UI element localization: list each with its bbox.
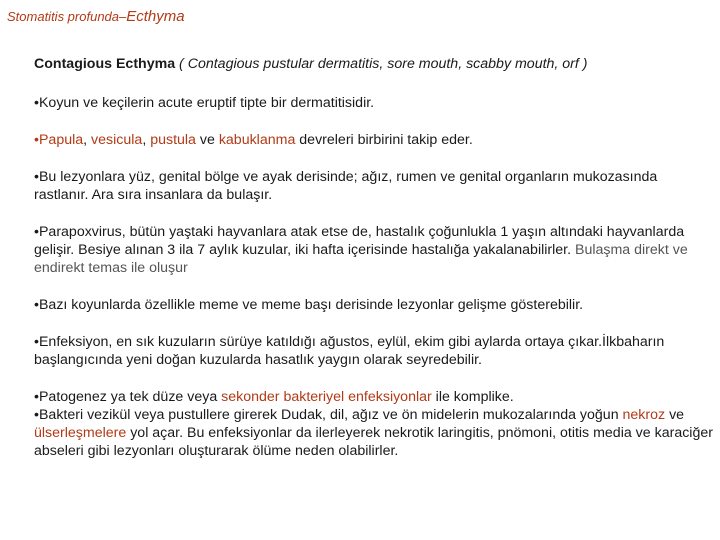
bullet-7-pre: •Patogenez ya tek düze veya xyxy=(34,389,222,405)
bullet-7-sub xyxy=(34,406,714,460)
slide-title-part2: Ecthyma xyxy=(126,8,185,25)
bullet-4 xyxy=(34,223,714,277)
bullet-7 xyxy=(34,388,714,406)
slide-title xyxy=(7,8,185,25)
term-vesicula: vesicula xyxy=(91,132,143,148)
bullet-4-main: •Parapoxvirus, bütün yaştaki hayvanlara atak etse de, hastalık çoğunlukla 1 yaşın altındaki hayvanlarda gelişir. Besiye alınan 3 ila 7 aylık kuzular, iki hafta içerisinde hastalığa yakalanabilirler. xyxy=(34,224,685,258)
term-nekroz: nekroz xyxy=(622,407,666,423)
bullet-5: •Bazı koyunlarda özellikle meme ve meme başı derisinde lezyonlar gelişme gösterebilir. xyxy=(34,297,584,313)
bullet-2 xyxy=(34,131,714,149)
slide-content xyxy=(34,55,714,460)
heading-bold: Contagious Ecthyma xyxy=(34,56,176,72)
bullet-4-tail: Bulaşma direkt ve endirekt temas ile oluşur xyxy=(34,242,688,276)
bullet-1: •Koyun ve keçilerin acute eruptif tipte bir dermatitisidir. xyxy=(34,95,375,111)
sep: , xyxy=(83,132,92,148)
bullet-6: •Enfeksiyon, en sık kuzuların sürüye katıldığı ağustos, eylül, ekim gibi aylarda ortaya çıkar.İlkbaharın başlangıcında yeni doğan kuzularda hasatlık yaygın olarak seyredebilir. xyxy=(34,334,665,368)
bullet-2-rest: devreleri birbirini takip eder. xyxy=(295,132,473,148)
term-kabuklanma: kabuklanma xyxy=(218,132,296,148)
bullet-7-sub-b: yol açar. Bu enfeksiyonlar da ilerleyerek nekrotik laringitis, pnömoni, otitis media ve karaciğer abseleri gibi lezyonları oluşturarak ölüme neden olabilirler. xyxy=(34,425,713,459)
term-secondary-infection: sekonder bakteriyel enfeksiyonlar xyxy=(221,389,432,405)
term-ulserlesme: ülserleşmelere xyxy=(34,425,127,441)
term-papula: •Papula xyxy=(34,132,84,148)
heading-italic: ( Contagious pustular dermatitis, sore mouth, scabby mouth, orf ) xyxy=(175,56,588,72)
section-heading xyxy=(34,55,714,73)
bullet-7-post: ile komplike. xyxy=(431,389,514,405)
bullet-7-sub-a: •Bakteri vezikül veya pustullere girerek Dudak, dil, ağız ve ön midelerin mukozalarında yoğun xyxy=(34,407,623,423)
term-pustula: pustula xyxy=(150,132,196,148)
slide-title-part1: Stomatitis profunda– xyxy=(7,9,127,24)
sep: ve xyxy=(195,132,219,148)
bullet-3: •Bu lezyonlara yüz, genital bölge ve ayak derisinde; ağız, rumen ve genital organların mukozasında rastlanır. Ara sıra insanlara da bulaşır. xyxy=(34,169,658,203)
sep: , xyxy=(142,132,151,148)
bullet-7-sub-mid: ve xyxy=(665,407,685,423)
